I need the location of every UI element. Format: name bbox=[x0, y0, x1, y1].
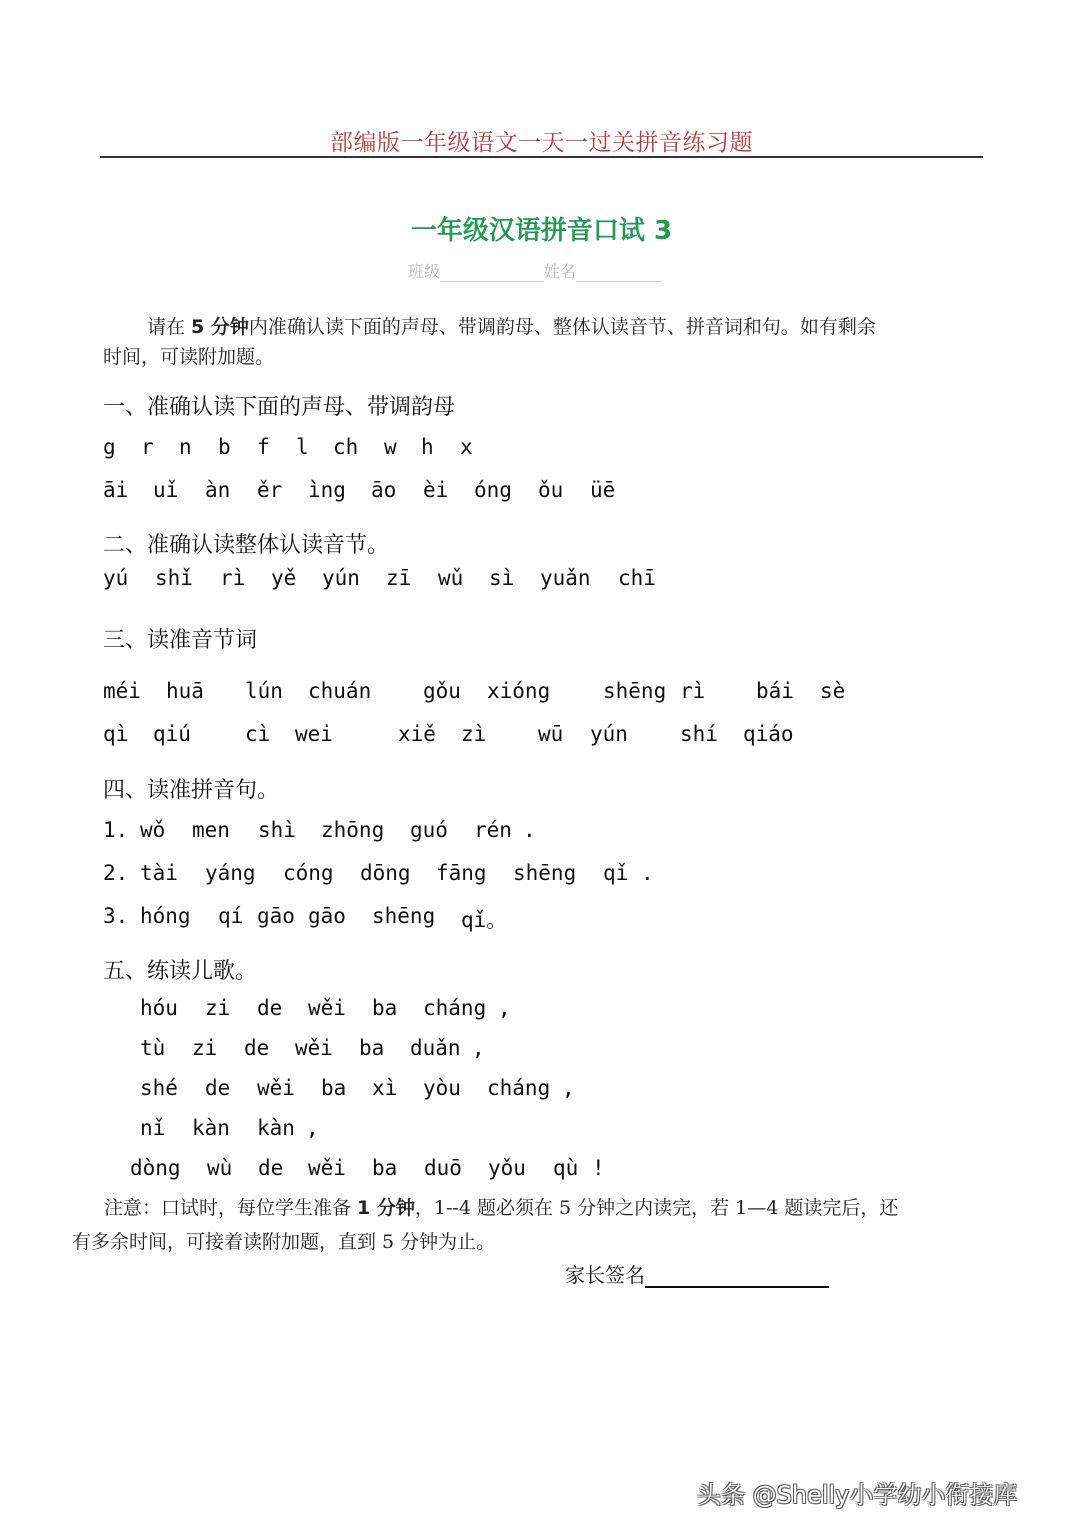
pinyin-item: h bbox=[421, 435, 434, 459]
intro-time: 5 分钟 bbox=[191, 316, 249, 338]
pinyin-item: l bbox=[296, 435, 309, 459]
pinyin-item: wǔ bbox=[438, 566, 464, 590]
pinyin-item: àn bbox=[205, 478, 231, 502]
pinyin-item: ba bbox=[372, 996, 398, 1020]
note-line-2: 有多余时间，可接着读附加题，直到 5 分钟为止。 bbox=[72, 1231, 496, 1253]
sentence-number: 3. bbox=[103, 904, 129, 928]
pinyin-item: yòu bbox=[423, 1076, 461, 1100]
pinyin-item: rì bbox=[680, 679, 706, 703]
pinyin-item: wù bbox=[207, 1156, 233, 1180]
pinyin-item: cháng bbox=[423, 996, 487, 1020]
punctuation: , bbox=[306, 1116, 319, 1140]
pinyin-item: de bbox=[258, 1156, 284, 1180]
pinyin-item: xiě bbox=[398, 722, 436, 746]
watermark: 头条 @Shelly小学幼小衔接库 bbox=[697, 1481, 1018, 1509]
pinyin-item: méi bbox=[103, 679, 141, 703]
pinyin-item: chuán bbox=[308, 679, 372, 703]
pinyin-item: ba bbox=[372, 1156, 398, 1180]
pinyin-item: wěi bbox=[308, 996, 346, 1020]
pinyin-item: dòng bbox=[130, 1156, 181, 1180]
pinyin-item: zī bbox=[386, 566, 412, 590]
pinyin-item: guó bbox=[410, 818, 448, 842]
pinyin-item: sì bbox=[489, 566, 515, 590]
punctuation: , bbox=[472, 1036, 485, 1060]
section-5-heading: 五、练读儿歌。 bbox=[103, 959, 258, 984]
pinyin-item: üē bbox=[590, 478, 616, 502]
pinyin-item: ba bbox=[321, 1076, 347, 1100]
header-title: 部编版一年级语文一天一过关拼音练习题 bbox=[330, 130, 753, 156]
pinyin-item: de bbox=[257, 996, 283, 1020]
pinyin-item: rì bbox=[220, 566, 246, 590]
pinyin-item: ǒu bbox=[538, 478, 564, 502]
section-3-heading: 三、读准音节词 bbox=[103, 628, 258, 653]
class-label: 班级 bbox=[408, 262, 441, 281]
pinyin-item: nǐ bbox=[140, 1116, 166, 1140]
pinyin-item: shēng bbox=[372, 904, 436, 928]
note-text-2: ，1--4 题必须在 5 分钟之内读完，若 1—4 题读完后，还 bbox=[414, 1197, 899, 1219]
name-blank bbox=[576, 263, 662, 282]
pinyin-item: x bbox=[460, 435, 473, 459]
pinyin-item: w bbox=[384, 435, 397, 459]
pinyin-item: wěi bbox=[257, 1076, 295, 1100]
pinyin-item: wěi bbox=[295, 1036, 333, 1060]
pinyin-item: hóng bbox=[140, 904, 191, 928]
pinyin-item: yún bbox=[590, 722, 628, 746]
pinyin-item: men bbox=[192, 818, 230, 842]
pinyin-item: shēng bbox=[603, 679, 667, 703]
pinyin-item: óng bbox=[474, 478, 512, 502]
pinyin-item: kàn bbox=[257, 1116, 295, 1140]
pinyin-item: fāng bbox=[436, 861, 487, 885]
pinyin-item: shì bbox=[258, 818, 296, 842]
pinyin-item: dōng bbox=[360, 861, 411, 885]
sentence-number: 2. bbox=[103, 861, 129, 885]
pinyin-item: xióng bbox=[487, 679, 551, 703]
pinyin-item: de bbox=[205, 1076, 231, 1100]
pinyin-item: qiáo bbox=[743, 722, 794, 746]
section-1-heading: 一、准确认读下面的声母、带调韵母 bbox=[103, 395, 456, 420]
pinyin-item: huā bbox=[166, 679, 204, 703]
pinyin-item: qiú bbox=[153, 722, 191, 746]
pinyin-item: r bbox=[141, 435, 154, 459]
pinyin-item: kàn bbox=[192, 1116, 230, 1140]
pinyin-item: yún bbox=[322, 566, 360, 590]
punctuation: . bbox=[523, 818, 536, 842]
pinyin-item: gāo bbox=[257, 904, 295, 928]
pinyin-item: sè bbox=[820, 679, 846, 703]
signature-label: 家长签名 bbox=[565, 1263, 645, 1287]
pinyin-item: qǐ。 bbox=[461, 908, 508, 932]
pinyin-item: zhōng bbox=[321, 818, 385, 842]
parent-signature bbox=[565, 1259, 829, 1288]
pinyin-item: duō bbox=[424, 1156, 462, 1180]
pinyin-item: yú bbox=[103, 566, 129, 590]
pinyin-item: ch bbox=[333, 435, 359, 459]
pinyin-item: zi bbox=[205, 996, 231, 1020]
pinyin-item: xì bbox=[372, 1076, 398, 1100]
pinyin-item: wǒ bbox=[140, 818, 166, 842]
pinyin-item: yáng bbox=[205, 861, 256, 885]
pinyin-item: gāo bbox=[308, 904, 346, 928]
punctuation: ! bbox=[592, 1156, 605, 1180]
class-blank bbox=[440, 263, 544, 282]
pinyin-item: yuǎn bbox=[540, 566, 591, 590]
note-prep-time: 1 分钟 bbox=[357, 1197, 415, 1219]
pinyin-item: shé bbox=[140, 1076, 178, 1100]
pinyin-item: wěi bbox=[308, 1156, 346, 1180]
pinyin-item: qǐ bbox=[603, 861, 629, 885]
pinyin-item: chī bbox=[618, 566, 656, 590]
pinyin-item: bái bbox=[756, 679, 794, 703]
pinyin-item: cì bbox=[245, 722, 271, 746]
punctuation: . bbox=[641, 861, 654, 885]
signature-line[interactable] bbox=[645, 1264, 829, 1288]
pinyin-item: shǐ bbox=[155, 566, 193, 590]
pinyin-item: cóng bbox=[283, 861, 334, 885]
pinyin-item: qì bbox=[103, 722, 129, 746]
pinyin-item: uǐ bbox=[153, 478, 179, 502]
pinyin-item: tài bbox=[140, 861, 178, 885]
pinyin-item: ìng bbox=[308, 478, 346, 502]
student-fields bbox=[408, 259, 662, 282]
pinyin-item: èi bbox=[423, 478, 449, 502]
punctuation: , bbox=[498, 996, 511, 1020]
pinyin-item: zi bbox=[192, 1036, 218, 1060]
pinyin-item: de bbox=[244, 1036, 270, 1060]
section-2-heading: 二、准确认读整体认读音节。 bbox=[103, 533, 390, 558]
section-4-heading: 四、读准拼音句。 bbox=[103, 778, 280, 803]
pinyin-item: hóu bbox=[140, 996, 178, 1020]
pinyin-item: qù bbox=[553, 1156, 579, 1180]
pinyin-item: ěr bbox=[257, 478, 283, 502]
punctuation: , bbox=[562, 1076, 575, 1100]
intro-text-2: 内准确认读下面的声母、带调韵母、整体认读音节、拼音词和句。如有剩余 bbox=[248, 316, 876, 338]
pinyin-item: n bbox=[179, 435, 192, 459]
pinyin-item: wū bbox=[538, 722, 564, 746]
pinyin-item: rén bbox=[474, 818, 512, 842]
pinyin-item: tù bbox=[140, 1036, 166, 1060]
name-label: 姓名 bbox=[544, 262, 577, 281]
header-divider bbox=[100, 156, 983, 158]
note bbox=[72, 1191, 982, 1259]
pinyin-item: wei bbox=[295, 722, 333, 746]
pinyin-item: ba bbox=[359, 1036, 385, 1060]
pinyin-item: yǒu bbox=[488, 1156, 526, 1180]
pinyin-item: g bbox=[103, 435, 116, 459]
pinyin-item: cháng bbox=[487, 1076, 551, 1100]
pinyin-item: duǎn bbox=[410, 1036, 461, 1060]
document-title: 一年级汉语拼音口试 3 bbox=[410, 216, 673, 246]
pinyin-item: gǒu bbox=[423, 679, 461, 703]
pinyin-item: āi bbox=[103, 478, 129, 502]
note-text: 注意：口试时，每位学生准备 bbox=[104, 1197, 358, 1219]
pinyin-item: yě bbox=[271, 566, 297, 590]
pinyin-item: b bbox=[218, 435, 231, 459]
pinyin-item: shēng bbox=[513, 861, 577, 885]
pinyin-item: āo bbox=[371, 478, 397, 502]
intro-line-2: 时间，可读附加题。 bbox=[103, 346, 275, 368]
sentence-number: 1. bbox=[103, 818, 129, 842]
intro-text: 请在 bbox=[147, 316, 192, 338]
pinyin-item: lún bbox=[245, 679, 283, 703]
pinyin-item: zì bbox=[461, 722, 487, 746]
pinyin-item: f bbox=[257, 435, 270, 459]
pinyin-item: qí bbox=[218, 904, 244, 928]
pinyin-item: shí bbox=[680, 722, 718, 746]
instructions bbox=[103, 312, 983, 372]
